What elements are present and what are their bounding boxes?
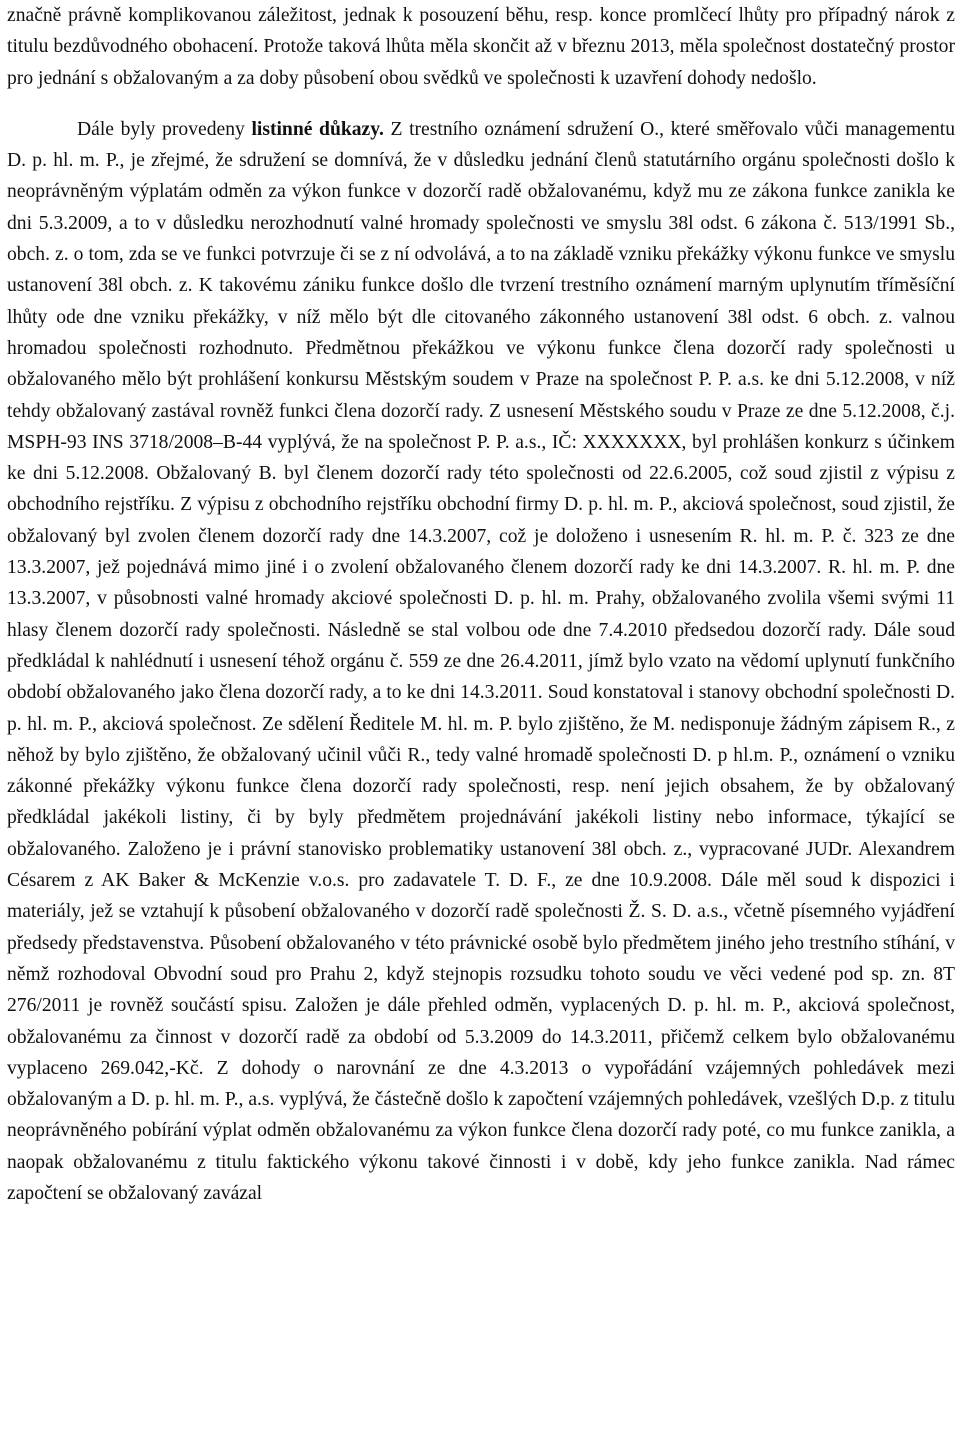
document-page (7, 0, 955, 1209)
paragraph-text: značně právně komplikovanou záležitost, jednak k posouzení běhu, resp. konce promlčecí lhůty pro případný nárok z titulu bezdůvodného obohacení. Protože taková lhůta měla skončit až v březnu 2013, měla společnost dostatečný prostor pro jednání s obžalovaným a za doby působení obou svědků ve společnosti k uzavření dohody nedošlo. (7, 5, 955, 89)
paragraph-body: Z trestního oznámení sdružení O., které směřovalo vůči managementu D. p. hl. m. P., je zřejmé, že sdružení se domnívá, že v důsledku jednání členů statutárního orgánu společnosti došlo k neoprávněným výplatám odměn za výkon funkce v dozorčí radě obžalovanému, když mu ze zákona funkce zanikla ke dni 5.3.2009, a to v důsledku nerozhodnutí valné hromady společnosti ve smyslu 38l odst. 6 zákona č. 513/1991 Sb., obch. z. o tom, zda se ve funkci potvrzuje či se z ní odvolává, a to na základě vzniku překážky výkonu funkce ve smyslu ustanovení 38l obch. z. K takovému zániku funkce došlo dle tvrzení trestního oznámení marným uplynutím tříměsíční lhůty ode dne vzniku překážky, v níž mělo být dle citovaného zákonného ustanovení 38l odst. 6 obch. z. valnou hromadou společnosti rozhodnuto. Předmětnou překážkou ve výkonu funkce člena dozorčí rady společnosti u obžalovaného mělo být prohlášení konkursu Městským soudem v Praze na společnost P. P. a.s. ke dni 5.12.2008, v níž tehdy obžalovaný zastával rovněž funkci člena dozorčí rady. Z usnesení Městského soudu v Praze ze dne 5.12.2008, č.j. MSPH-93 INS 3718/2008–B-44 vyplývá, že na společnost P. P. a.s., IČ: XXXXXXX, byl prohlášen konkurz s účinkem ke dni 5.12.2008. Obžalovaný B. byl členem dozorčí rady této společnosti od 22.6.2005, což soud zjistil z výpisu z obchodního rejstříku. Z výpisu z obchodního rejstříku obchodní firmy D. p. hl. m. P., akciová společnost, soud zjistil, že obžalovaný byl zvolen členem dozorčí rady dne 14.3.2007, což je doloženo i usnesením R. hl. m. P. č. 323 ze dne 13.3.2007, jež pojednává mimo jiné i o zvolení obžalovaného členem dozorčí rady ke dni 14.3.2007. R. hl. m. P. dne 13.3.2007, v působnosti valné hromady akciové společnosti D. p. hl. m. Prahy, obžalovaného zvolila všemi svými 11 hlasy členem dozorčí rady společnosti. Následně se stal volbou ode dne 7.4.2010 předsedou dozorčí rady. Dále soud předkládal k nahlédnutí i usnesení téhož orgánu č. 559 ze dne 26.4.2011, jímž bylo vzato na vědomí uplynutí funkčního období obžalovaného jako člena dozorčí rady, a to ke dni 14.3.2011. Soud konstatoval i stanovy obchodní společnosti D. p. hl. m. P., akciová společnost. Ze sdělení Ředitele M. hl. m. P. bylo zjištěno, že M. nedisponuje žádným zápisem R., z něhož by bylo zjištěno, že obžalovaný učinil vůči R., tedy valné hromadě společnosti D. p hl.m. P., oznámení o vzniku zákonné překážky výkonu funkce člena dozorčí rady společnosti, resp. není jejich obsahem, že by obžalovaný předkládal jakékoli listiny, či by byly předmětem projednávání jakékoli listiny nebo informace, týkající se obžalovaného. Založeno je i právní stanovisko problematiky ustanovení 38l obch. z., vypracované JUDr. Alexandrem Césarem z AK Baker & McKenzie v.o.s. pro zadavatele T. D. F., ze dne 10.9.2008. Dále měl soud k dispozici i materiály, jež se vztahují k působení obžalovaného v dozorčí radě společnosti Ž. S. D. a.s., včetně písemného vyjádření předsedy představenstva. Působení obžalovaného v této právnické osobě bylo předmětem jiného jeho trestního stíhání, v němž rozhodoval Obvodní soud pro Prahu 2, když stejnopis rozsudku tohoto soudu ve věci vedené pod sp. zn. 8T 276/2011 je rovněž součástí spisu. Založen je dále přehled odměn, vyplacených D. p. hl. m. P., akciová společnost, obžalovanému za činnost v dozorčí radě za období od 5.3.2009 do 14.3.2011, přičemž celkem bylo obžalovanému vyplaceno 269.042,-Kč. Z dohody o narovnání ze dne 4.3.2013 o vypořádání vzájemných pohledávek mezi obžalovaným a D. p. hl. m. P., a.s. vyplývá, že částečně došlo k započtení vzájemných pohledávek, vzešlých D.p. z titulu neoprávněného pobírání výplat odměn obžalovanému za výkon funkce člena dozorčí rady poté, co mu funkce zanikla, a naopak obžalovanému z titulu faktického výkonu takové činnosti i v době, kdy jeho funkce zanikla. Nad rámec započtení se obžalovaný zavázal (7, 118, 955, 1204)
paragraph-listinne-dukazy (7, 114, 955, 1209)
paragraph-promlceni (7, 0, 955, 94)
bold-heading-listinne-dukazy: listinné důkazy. (251, 118, 384, 140)
paragraph-spacer (7, 94, 955, 114)
paragraph-intro: Dále byly provedeny (77, 118, 252, 140)
